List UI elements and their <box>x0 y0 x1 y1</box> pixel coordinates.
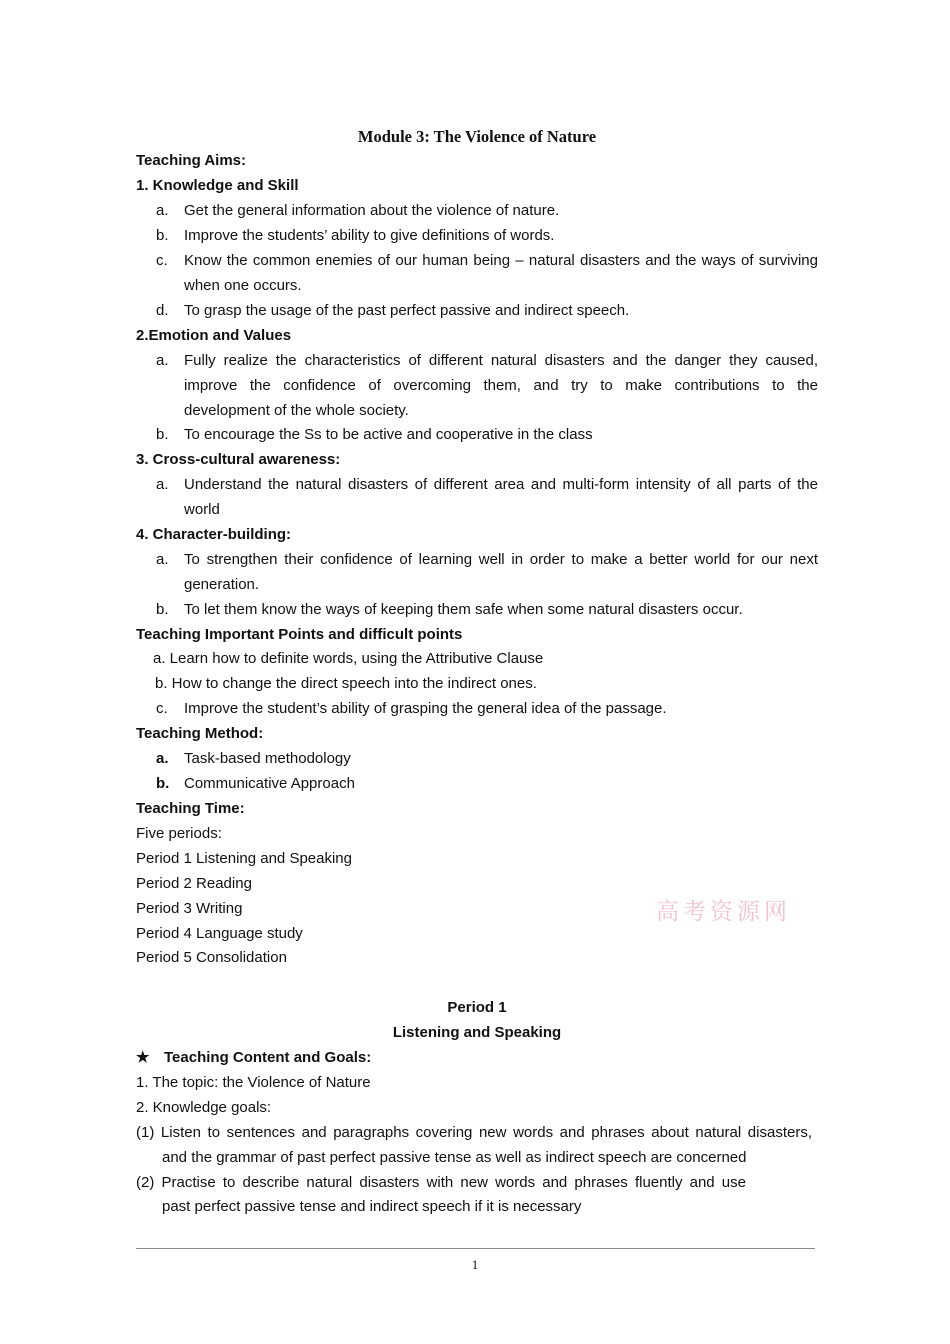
list-text: Understand the natural disasters of different area and multi-form intensity of all parts of the <box>184 476 818 493</box>
text-line: 2. Knowledge goals: <box>136 1099 272 1116</box>
character-building-heading: 4. Character-building: <box>136 526 292 543</box>
list-text: Get the general information about the violence of nature. <box>184 202 560 219</box>
teaching-time-heading: Teaching Time: <box>136 800 245 817</box>
list-marker: a. <box>156 352 169 369</box>
list-item-continuation <box>136 497 818 522</box>
list-text: To strengthen their confidence of learning well in order to make a better world for our next <box>184 551 818 568</box>
text-line: Period 1 Listening and Speaking <box>136 850 352 867</box>
list-item <box>136 223 818 248</box>
knowledge-heading: 1. Knowledge and Skill <box>136 177 299 194</box>
list-text: Communicative Approach <box>184 775 355 792</box>
list-text: To grasp the usage of the past perfect passive and indirect speech. <box>184 302 630 319</box>
list-text: Task-based methodology <box>184 750 351 767</box>
list-text: a. Learn how to definite words, using the Attributive Clause <box>153 650 544 667</box>
list-text: Know the common enemies of our human being – natural disasters and the ways of surviving <box>184 252 818 269</box>
list-text: b. How to change the direct speech into the indirect ones. <box>155 675 537 692</box>
list-item <box>136 696 818 721</box>
goal-line <box>136 1120 818 1145</box>
goal-line <box>136 1170 818 1195</box>
list-item-continuation <box>136 373 818 398</box>
list-text: Fully realize the characteristics of different natural disasters and the danger they caused, <box>184 352 818 369</box>
list-text: when one occurs. <box>184 277 302 294</box>
text-line: Period 2 Reading <box>136 875 252 892</box>
text-line: Five periods: <box>136 825 222 842</box>
period-subtitle: Listening and Speaking <box>392 1024 562 1041</box>
text-line: Period 4 Language study <box>136 925 303 942</box>
star-icon: ★ <box>136 1049 150 1066</box>
list-item <box>136 348 818 373</box>
list-text: Improve the student’s ability of grasping the general idea of the passage. <box>184 700 667 717</box>
watermark-logo: 高考资源网 <box>656 899 791 925</box>
content-goals-label: Teaching Content and Goals: <box>164 1049 372 1066</box>
list-item <box>136 198 818 223</box>
list-marker: d. <box>156 302 169 319</box>
list-marker: b. <box>156 227 169 244</box>
list-text: Improve the students’ ability to give definitions of words. <box>184 227 555 244</box>
emotion-heading: 2.Emotion and Values <box>136 327 292 344</box>
list-item-continuation <box>136 273 818 298</box>
text-line: Period 3 Writing <box>136 900 243 917</box>
list-item <box>136 547 818 572</box>
list-marker: a. <box>156 476 169 493</box>
footer-divider <box>136 1248 815 1249</box>
list-text: improve the confidence of overcoming them, and try to make contributions to the <box>184 377 818 394</box>
list-marker: c. <box>156 700 168 717</box>
text-line: Period 5 Consolidation <box>136 949 287 966</box>
text-line: 1. The topic: the Violence of Nature <box>136 1074 371 1091</box>
goal-line-continuation: past perfect passive tense and indirect speech if it is necessary <box>162 1198 582 1215</box>
list-text: development of the whole society. <box>184 402 409 419</box>
teaching-method-heading: Teaching Method: <box>136 725 264 742</box>
list-marker: a. <box>156 750 169 767</box>
list-item <box>136 422 818 447</box>
list-item <box>136 771 818 796</box>
list-marker: a. <box>156 202 169 219</box>
goal-text: (1) Listen to sentences and paragraphs covering new words and phrases about natural disasters, <box>136 1124 812 1141</box>
cross-cultural-heading: 3. Cross-cultural awareness: <box>136 451 341 468</box>
page-number: 1 <box>471 1257 479 1272</box>
list-marker: b. <box>156 601 169 618</box>
list-item-continuation <box>136 398 818 423</box>
list-item <box>136 597 818 622</box>
list-item <box>136 671 818 696</box>
list-text: To encourage the Ss to be active and cooperative in the class <box>184 426 593 443</box>
list-item <box>136 248 818 273</box>
list-item <box>136 746 818 771</box>
list-marker: b. <box>156 775 170 792</box>
teaching-aims-heading: Teaching Aims: <box>136 152 247 169</box>
list-marker: c. <box>156 252 168 269</box>
list-item <box>136 472 818 497</box>
list-item <box>136 298 818 323</box>
list-marker: b. <box>156 426 169 443</box>
content-goals-heading <box>136 1045 818 1070</box>
list-text: world <box>184 501 220 518</box>
list-text: To let them know the ways of keeping them safe when some natural disasters occur. <box>184 601 743 618</box>
important-points-heading: Teaching Important Points and difficult points <box>136 626 463 643</box>
list-text: generation. <box>184 576 260 593</box>
list-item-continuation <box>136 572 818 597</box>
page-title: Module 3: The Violence of Nature <box>357 127 597 146</box>
list-marker: a. <box>156 551 169 568</box>
goal-text: (2) Practise to describe natural disasters with new words and phrases fluently and use <box>136 1174 746 1191</box>
goal-line-continuation: and the grammar of past perfect passive tense as well as indirect speech are concerned <box>162 1149 747 1166</box>
period-title: Period 1 <box>447 999 507 1016</box>
list-item <box>136 646 818 671</box>
